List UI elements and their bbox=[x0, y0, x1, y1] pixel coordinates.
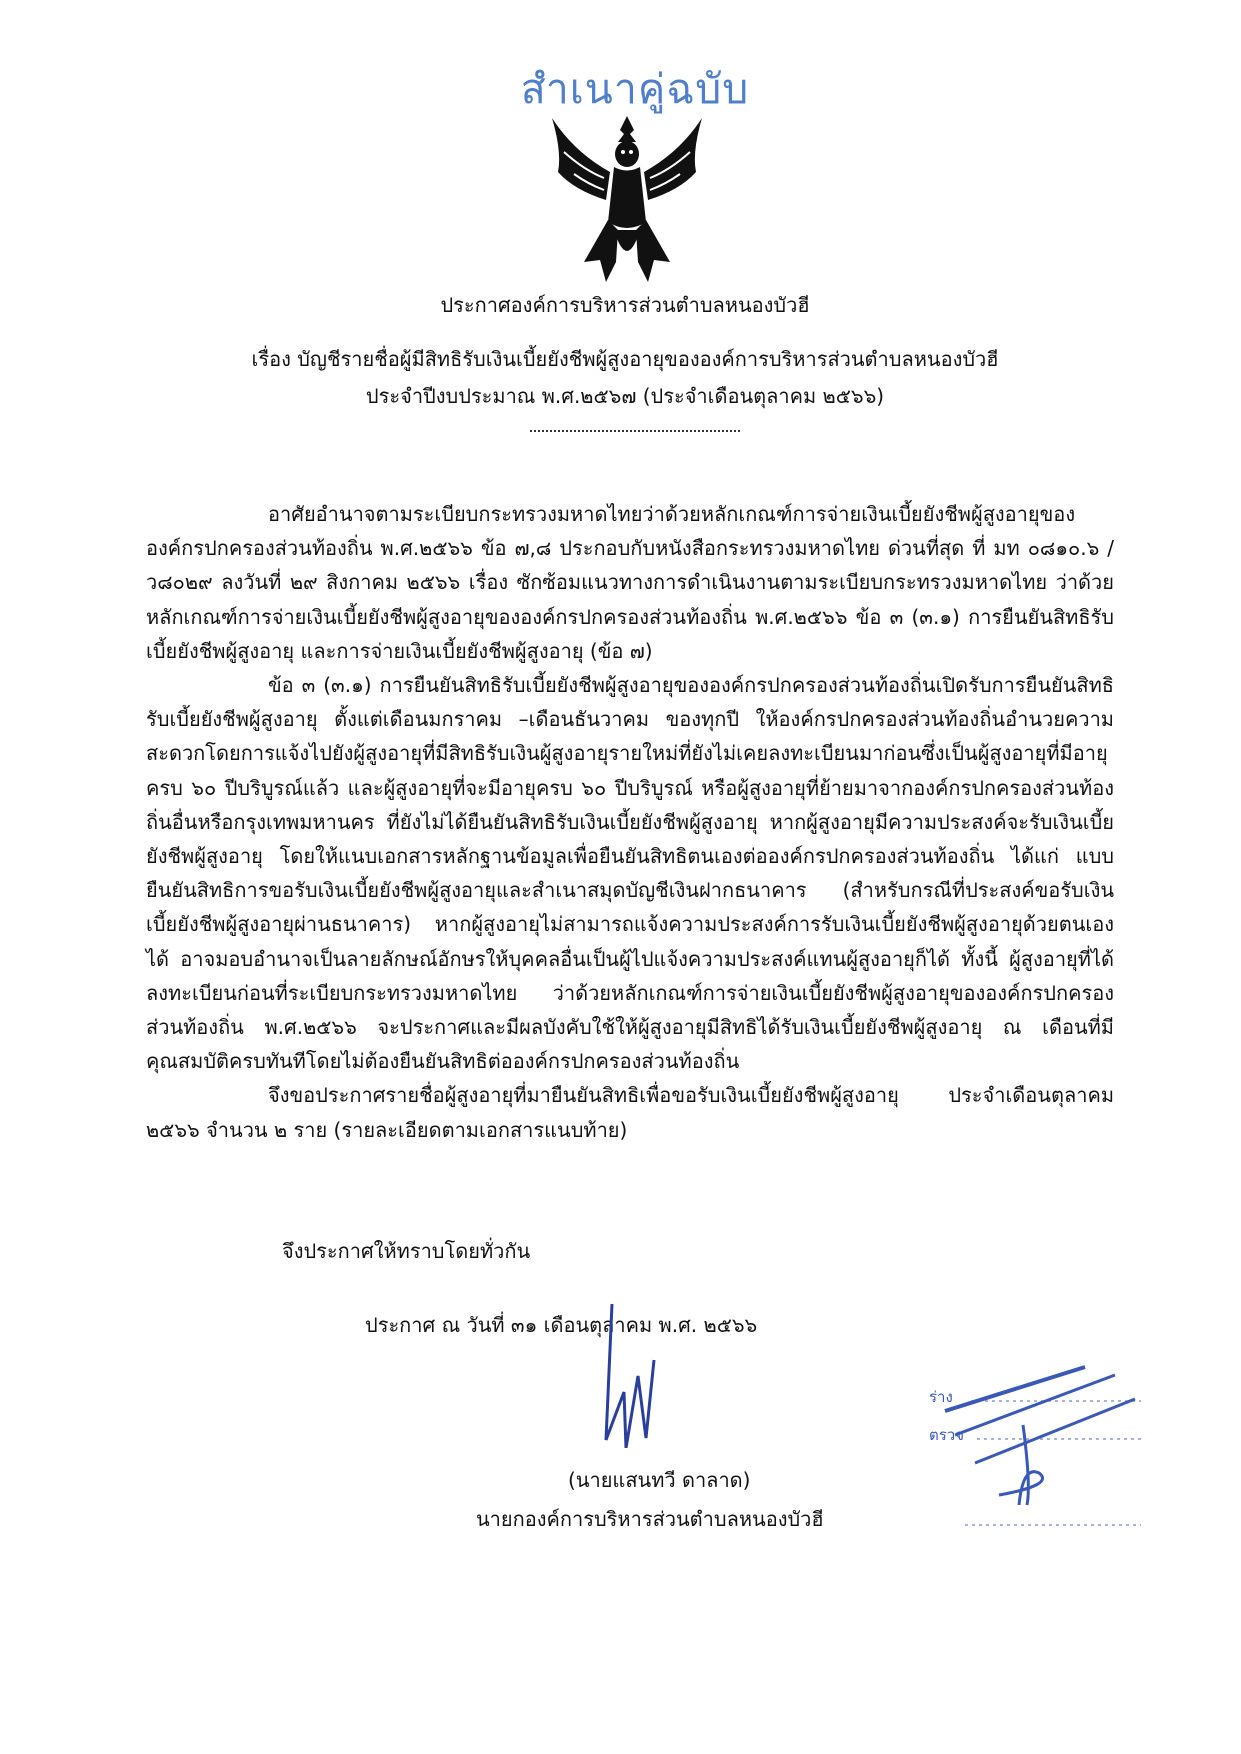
paragraph-2: ข้อ ๓ (๓.๑) การยืนยันสิทธิรับเบี้ยยังชีพผู้สูงอายุขององค์กรปกครองส่วนท้องถิ่นเปิดรับการยืนยันสิทธิรับเบี้ยยังชีพผู้สูงอายุ ตั้งแต่เดือนมกราคม –เดือนธันวาคม ของทุกปี ให้องค์กรปกครองส่วนท้องถิ่นอำนวยความสะดวกโดยการแจ้งไปยังผู้สูงอายุที่มีสิทธิรับเงินผู้สูงอายุรายใหม่ที่ยังไม่เคยลงทะเบียนมาก่อนซึ่งเป็นผู้สูงอายุที่มีอายุครบ ๖๐ ปีบริบูรณ์แล้ว และผู้สูงอายุที่จะมีอายุครบ ๖๐ ปีบริบูรณ์ หรือผู้สูงอายุที่ย้ายมาจากองค์กรปกครองส่วนท้องถิ่นอื่นหรือกรุงเทพมหานคร ที่ยังไม่ได้ยืนยันสิทธิรับเงินเบี้ยยังชีพผู้สูงอายุ หากผู้สูงอายุมีความประสงค์จะรับเงินเบี้ยยังชีพผู้สูงอายุ โดยให้แนบเอกสารหลักฐานข้อมูลเพื่อยืนยันสิทธิตนเองต่อองค์กรปกครองส่วนท้องถิ่น ได้แก่ แบบยืนยันสิทธิการขอรับเงินเบี้ยยังชีพผู้สูงอายุและสำเนาสมุดบัญชีเงินฝากธนาคาร (สำหรับกรณีที่ประสงค์ขอรับเงินเบี้ยยังชีพผู้สูงอายุผ่านธนาคาร) หากผู้สูงอายุไม่สามารถแจ้งความประสงค์การรับเงินเบี้ยยังชีพผู้สูงอายุด้วยตนเองได้ อาจมอบอำนาจเป็นลายลักษณ์อักษรให้บุคคลอื่นเป็นผู้ไปแจ้งความประสงค์แทนผู้สูงอายุก็ได้ ทั้งนี้ ผู้สูงอายุที่ได้ลงทะเบียนก่อนที่ระเบียบกระทรวงมหาดไทย ว่าด้วยหลักเกณฑ์การจ่ายเงินเบี้ยยังชีพผู้สูงอายุขององค์กรปกครองส่วนท้องถิ่น พ.ศ.๒๕๖๖ จะประกาศและมีผลบังคับใช้ให้ผู้สูงอายุมีสิทธิได้รับเงินเบี้ยยังชีพผู้สูงอายุ ณ เดือนที่มีคุณสมบัติครบทันทีโดยไม่ต้องยืนยันสิทธิต่อองค์กรปกครองส่วนท้องถิ่น bbox=[146, 673, 1114, 1074]
header-line-2: เรื่อง บัญชีรายชื่อผู้มีสิทธิรับเงินเบี้ยยังชีพผู้สูงอายุขององค์การบริหารส่วนตำบลหนองบัวฮี bbox=[251, 347, 999, 371]
garuda-emblem-icon bbox=[544, 112, 710, 288]
signer-position: นายกองค์การบริหารส่วนตำบลหนองบัวฮี bbox=[476, 1507, 824, 1531]
paragraph-1: อาศัยอำนาจตามระเบียบกระทรวงมหาดไทยว่าด้วยหลักเกณฑ์การจ่ายเงินเบี้ยยังชีพผู้สูงอายุขององค์กรปกครองส่วนท้องถิ่น พ.ศ.๒๕๖๖ ข้อ ๗,๘ ประกอบกับหนังสือกระทรวงมหาดไทย ด่วนที่สุด ที่ มท ๐๘๑๐.๖ /ว๘๐๒๙ ลงวันที่ ๒๙ สิงกาคม ๒๕๖๖ เรื่อง ซักซ้อมแนวทางการดำเนินงานตามระเบียบกระทรวงมหาดไทย ว่าด้วยหลักเกณฑ์การจ่ายเงินเบี้ยยังชีพผู้สูงอายุขององค์กรปกครองส่วนท้องถิ่น พ.ศ.๒๕๖๖ ข้อ ๓ (๓.๑) การยืนยันสิทธิรับเบี้ยยังชีพผู้สูงอายุ และการจ่ายเงินเบี้ยยังชีพผู้สูงอายุ (ข้อ ๗) bbox=[146, 502, 1114, 663]
signer-name: (นายแสนทวี ดาลาด) bbox=[568, 1468, 751, 1492]
copy-stamp: สำเนาคู่ฉบับ bbox=[520, 65, 750, 113]
header-line-3: ประจำปีงบประมาณ พ.ศ.๒๕๖๗ (ประจำเดือนตุลาคม ๒๕๖๖) bbox=[365, 384, 885, 408]
date-line: ประกาศ ณ วันที่ ๓๑ เดือนตุลาคม พ.ศ. ๒๕๖๖ bbox=[365, 1313, 758, 1337]
announce-line: จึงประกาศให้ทราบโดยทั่วกัน bbox=[282, 1239, 531, 1263]
signature bbox=[590, 1300, 750, 1448]
check-label: ตรวจ bbox=[929, 1426, 965, 1444]
paragraph-3: จึงขอประกาศรายชื่อผู้สูงอายุที่มายืนยันสิทธิเพื่อขอรับเงินเบี้ยยังชีพผู้สูงอายุ ประจำเดือนตุลาคม ๒๕๖๖ จำนวน ๒ ราย (รายละเอียดตามเอกสารแนบท้าย) bbox=[146, 1083, 1114, 1142]
draft-label: ร่าง bbox=[929, 1388, 953, 1406]
initials-box bbox=[915, 1355, 1155, 1555]
body-text bbox=[146, 497, 1114, 1147]
header-line-1: ประกาศองค์การบริหารส่วนตำบลหนองบัวฮี bbox=[440, 293, 810, 317]
header-divider bbox=[530, 430, 740, 432]
initials-scribble bbox=[915, 1355, 1155, 1555]
